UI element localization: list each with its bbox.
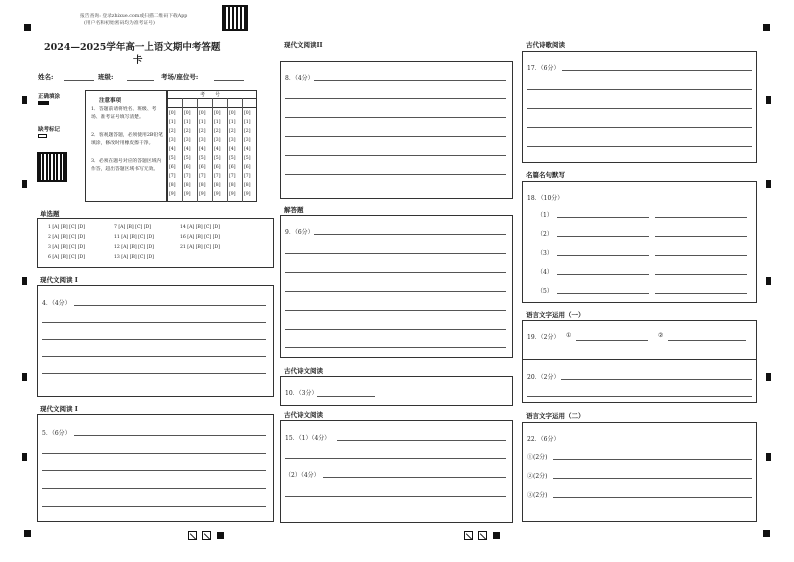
answer-line[interactable] — [527, 396, 752, 397]
digit-bubble[interactable]: [9] — [229, 192, 236, 197]
section-divider — [522, 359, 757, 360]
timing-mark — [217, 532, 224, 539]
digit-bubble[interactable]: [0] — [214, 111, 221, 116]
classical-reading-title: 古代诗文阅读 — [284, 411, 323, 419]
timing-mark — [766, 453, 771, 461]
digit-bubble[interactable]: [2] — [169, 129, 176, 134]
digit-bubble[interactable]: [5] — [214, 156, 221, 161]
digit-bubble[interactable]: [9] — [214, 192, 221, 197]
name-field[interactable] — [64, 80, 94, 81]
q18-item-label: （2） — [537, 231, 553, 238]
digit-bubble[interactable]: [1] — [199, 120, 206, 125]
answer-line[interactable] — [285, 155, 506, 156]
digit-bubble[interactable]: [8] — [184, 183, 191, 188]
answer-line[interactable] — [527, 89, 752, 90]
timing-mark — [22, 96, 27, 104]
q18-item-label: （3） — [537, 250, 553, 257]
alignment-mark — [202, 531, 211, 540]
digit-bubble[interactable]: [6] — [229, 165, 236, 170]
q19-blank-a-label: ① — [566, 332, 572, 339]
timing-mark — [766, 96, 771, 104]
absent-label: 缺考标记 — [38, 127, 61, 133]
digit-bubble[interactable]: [0] — [184, 111, 191, 116]
answer-line[interactable] — [557, 217, 649, 218]
app-qr-code — [222, 5, 248, 31]
answer-line[interactable] — [285, 291, 506, 292]
timing-mark — [766, 180, 771, 188]
answer-line[interactable] — [323, 477, 506, 478]
digit-bubble[interactable]: [3] — [199, 138, 206, 143]
digit-bubble[interactable]: [5] — [199, 156, 206, 161]
modern-reading-2-title: 现代文阅读II — [284, 41, 323, 49]
poetry-reading-title: 古代诗文阅读 — [284, 367, 323, 375]
digit-bubble[interactable]: [1] — [169, 120, 176, 125]
answer-line[interactable] — [655, 236, 747, 237]
q22-label: 22．（6分） — [527, 436, 560, 443]
q4-label: 4．（4分） — [42, 300, 71, 307]
answer-line[interactable] — [337, 440, 506, 441]
answer-line[interactable] — [557, 255, 649, 256]
q18-item-label: （5） — [537, 288, 553, 295]
grid-column-divider — [182, 98, 183, 202]
notice-item-2: 2．客观题答题，必须使用2B铅笔填涂，修改时用橡皮擦干净。 — [91, 133, 163, 146]
q22-item-label: ③(2分) — [527, 492, 548, 499]
q17-label: 17．（6分） — [527, 65, 560, 72]
digit-bubble[interactable]: [0] — [199, 111, 206, 116]
answer-line[interactable] — [527, 146, 752, 147]
digit-bubble[interactable]: [7] — [169, 174, 176, 179]
q18-item-label: （1） — [537, 212, 553, 219]
answer-line[interactable] — [42, 453, 266, 454]
seat-field[interactable] — [214, 80, 244, 81]
seat-label: 考场/座位号: — [161, 73, 199, 81]
name-label: 姓名: — [38, 73, 54, 81]
mcq-item[interactable]: 11 [A] [B] [C] [D] — [114, 235, 154, 240]
q5-label: 5．（6分） — [42, 430, 71, 437]
digit-bubble[interactable]: [8] — [244, 183, 251, 188]
notice-title: 注意事项 — [99, 98, 122, 104]
timing-mark — [766, 373, 771, 381]
digit-bubble[interactable]: [1] — [214, 120, 221, 125]
digit-bubble[interactable]: [7] — [199, 174, 206, 179]
answer-line[interactable] — [285, 253, 506, 254]
answer-line[interactable] — [668, 340, 746, 341]
digit-bubble[interactable]: [1] — [244, 120, 251, 125]
digit-bubble[interactable]: [8] — [229, 183, 236, 188]
digit-bubble[interactable]: [0] — [169, 111, 176, 116]
answer-line[interactable] — [42, 470, 266, 471]
digit-bubble[interactable]: [6] — [184, 165, 191, 170]
answer-line[interactable] — [553, 497, 752, 498]
mcq-item[interactable]: 3 [A] [B] [C] [D] — [48, 245, 85, 250]
digit-bubble[interactable]: [4] — [244, 147, 251, 152]
digit-bubble[interactable]: [7] — [244, 174, 251, 179]
timing-mark — [763, 530, 770, 537]
notice-item-3: 3．必须在题号对应的答题区域内作答，超出答题区域书写无效。 — [91, 159, 162, 172]
digit-bubble[interactable]: [6] — [214, 165, 221, 170]
answer-line[interactable] — [42, 339, 266, 340]
answer-line[interactable] — [285, 310, 506, 311]
digit-bubble[interactable]: [4] — [169, 147, 176, 152]
answer-line[interactable] — [74, 305, 266, 306]
fill-example-mark — [38, 101, 49, 105]
alignment-mark — [464, 531, 473, 540]
digit-bubble[interactable]: [4] — [184, 147, 191, 152]
q15a-label: 15．（1）（4分） — [285, 435, 331, 442]
exam-number-header: 考 号 — [200, 92, 221, 98]
answer-line[interactable] — [285, 117, 506, 118]
digit-bubble[interactable]: [6] — [244, 165, 251, 170]
alignment-mark — [188, 531, 197, 540]
timing-mark — [763, 24, 770, 31]
language-use-2-title: 语言文字运用（二） — [526, 412, 585, 420]
q10-label: 10．（3分） — [285, 390, 318, 397]
answer-line[interactable] — [42, 488, 266, 489]
digit-bubble[interactable]: [8] — [169, 183, 176, 188]
digit-bubble[interactable]: [3] — [244, 138, 251, 143]
timing-mark — [22, 180, 27, 188]
answer-line[interactable] — [285, 496, 506, 497]
q8-label: 8．（4分） — [285, 75, 314, 82]
mcq-item[interactable]: 2 [A] [B] [C] [D] — [48, 235, 85, 240]
answer-line[interactable] — [527, 108, 752, 109]
ancient-poem-title: 古代诗歌阅读 — [526, 41, 565, 49]
report-notice: 报告查询: 登录zhixue.com或扫描二维码下载App — [80, 14, 188, 19]
language-use-1-title: 语言文字运用（一） — [526, 311, 585, 319]
answer-line[interactable] — [655, 293, 747, 294]
q15b-label: （2）（4分） — [285, 472, 320, 479]
q22-item-label: ②(2分) — [527, 473, 548, 480]
alignment-mark — [478, 531, 487, 540]
answer-line[interactable] — [285, 98, 506, 99]
digit-bubble[interactable]: [7] — [229, 174, 236, 179]
class-field[interactable] — [127, 80, 154, 81]
absent-checkbox[interactable] — [38, 134, 47, 138]
sheet-title: 2024—2025学年高一上语文期中考答题 — [44, 42, 221, 53]
answer-line[interactable] — [285, 458, 506, 459]
digit-bubble[interactable]: [8] — [199, 183, 206, 188]
grid-column-divider — [212, 98, 213, 202]
answer-line[interactable] — [557, 236, 649, 237]
digit-bubble[interactable]: [9] — [244, 192, 251, 197]
answer-line[interactable] — [655, 274, 747, 275]
timing-mark — [22, 277, 27, 285]
digit-bubble[interactable]: [5] — [229, 156, 236, 161]
digit-bubble[interactable]: [5] — [184, 156, 191, 161]
digit-bubble[interactable]: [6] — [199, 165, 206, 170]
answer-line[interactable] — [562, 70, 752, 71]
student-qr-code — [37, 152, 67, 182]
digit-bubble[interactable]: [3] — [214, 138, 221, 143]
digit-bubble[interactable]: [0] — [244, 111, 251, 116]
digit-bubble[interactable]: [1] — [184, 120, 191, 125]
mcq-item[interactable]: 12 [A] [B] [C] [D] — [114, 245, 154, 250]
digit-bubble[interactable]: [5] — [244, 156, 251, 161]
answer-line[interactable] — [42, 322, 266, 323]
digit-bubble[interactable]: [3] — [169, 138, 176, 143]
digit-bubble[interactable]: [9] — [169, 192, 176, 197]
mcq-item[interactable]: 13 [A] [B] [C] [D] — [114, 255, 154, 260]
digit-bubble[interactable]: [7] — [214, 174, 221, 179]
mcq-item[interactable]: 14 [A] [B] [C] [D] — [180, 225, 220, 230]
q20-label: 20．（2分） — [527, 374, 560, 381]
digit-bubble[interactable]: [4] — [214, 147, 221, 152]
timing-mark — [493, 532, 500, 539]
digit-bubble[interactable]: [0] — [229, 111, 236, 116]
grid-column-divider — [242, 98, 243, 202]
digit-bubble[interactable]: [5] — [169, 156, 176, 161]
digit-bubble[interactable]: [3] — [184, 138, 191, 143]
report-notice-sub: (用户名和初始密码均为准考证号) — [84, 21, 155, 26]
mcq-item[interactable]: 16 [A] [B] [C] [D] — [180, 235, 220, 240]
timing-mark — [24, 24, 31, 31]
modern-reading-1-title: 现代文阅读 I — [40, 276, 78, 284]
famous-quotes-title: 名篇名句默写 — [526, 171, 565, 179]
q18-item-label: （4） — [537, 269, 553, 276]
answer-line[interactable] — [317, 396, 375, 397]
fill-example-label: 正确填涂 — [38, 94, 61, 100]
answer-line[interactable] — [557, 293, 649, 294]
sheet-title-cont: 卡 — [133, 55, 143, 66]
q22-item-label: ①(2分) — [527, 454, 548, 461]
digit-bubble[interactable]: [4] — [199, 147, 206, 152]
digit-bubble[interactable]: [9] — [199, 192, 206, 197]
digit-bubble[interactable]: [2] — [214, 129, 221, 134]
digit-bubble[interactable]: [8] — [214, 183, 221, 188]
mcq-item[interactable]: 21 [A] [B] [C] [D] — [180, 245, 220, 250]
timing-mark — [22, 453, 27, 461]
mcq-item[interactable]: 7 [A] [B] [C] [D] — [114, 225, 151, 230]
q19-label: 19．（2分） — [527, 334, 560, 341]
answer-line[interactable] — [655, 255, 747, 256]
q19-blank-b-label: ② — [658, 332, 664, 339]
mcq-item[interactable]: 6 [A] [B] [C] [D] — [48, 255, 85, 260]
digit-bubble[interactable]: [2] — [244, 129, 251, 134]
q9-box — [280, 215, 513, 358]
answer-line[interactable] — [42, 356, 266, 357]
answer-line[interactable] — [285, 347, 506, 348]
answer-line[interactable] — [314, 80, 506, 81]
answer-line[interactable] — [74, 435, 266, 436]
digit-bubble[interactable]: [9] — [184, 192, 191, 197]
digit-bubble[interactable]: [4] — [229, 147, 236, 152]
class-label: 班级: — [98, 73, 114, 81]
answer-line[interactable] — [285, 174, 506, 175]
digit-bubble[interactable]: [6] — [169, 165, 176, 170]
answer-line[interactable] — [553, 478, 752, 479]
answer-line[interactable] — [527, 127, 752, 128]
answer-line[interactable] — [42, 506, 266, 507]
answer-line[interactable] — [557, 274, 649, 275]
q9-label: 9．（6分） — [285, 229, 314, 236]
notice-item-1: 1．答题前请将姓名、班级、考场、准考证号填写清楚。 — [91, 107, 157, 120]
digit-bubble[interactable]: [1] — [229, 120, 236, 125]
q4-box — [37, 285, 274, 397]
answer-line[interactable] — [561, 379, 752, 380]
answer-line[interactable] — [42, 373, 266, 374]
digit-bubble[interactable]: [7] — [184, 174, 191, 179]
answer-line[interactable] — [314, 234, 506, 235]
digit-bubble[interactable]: [2] — [199, 129, 206, 134]
timing-mark — [22, 373, 27, 381]
answer-line[interactable] — [285, 272, 506, 273]
modern-reading-1b-title: 现代文阅读 I — [40, 405, 78, 413]
answer-line[interactable] — [553, 459, 752, 460]
short-answer-title: 解答题 — [284, 206, 304, 214]
digit-bubble[interactable]: [2] — [229, 129, 236, 134]
answer-line[interactable] — [285, 329, 506, 330]
q18-label: 18．（10分） — [527, 195, 564, 202]
mcq-item[interactable]: 1 [A] [B] [C] [D] — [48, 225, 85, 230]
grid-column-divider — [197, 98, 198, 202]
timing-mark — [24, 530, 31, 537]
answer-line[interactable] — [285, 136, 506, 137]
digit-bubble[interactable]: [3] — [229, 138, 236, 143]
answer-line[interactable] — [576, 340, 648, 341]
answer-line[interactable] — [655, 217, 747, 218]
mcq-section-title: 单选题 — [40, 210, 60, 218]
timing-mark — [766, 277, 771, 285]
q8-box — [280, 61, 513, 199]
grid-column-divider — [227, 98, 228, 202]
digit-bubble[interactable]: [2] — [184, 129, 191, 134]
